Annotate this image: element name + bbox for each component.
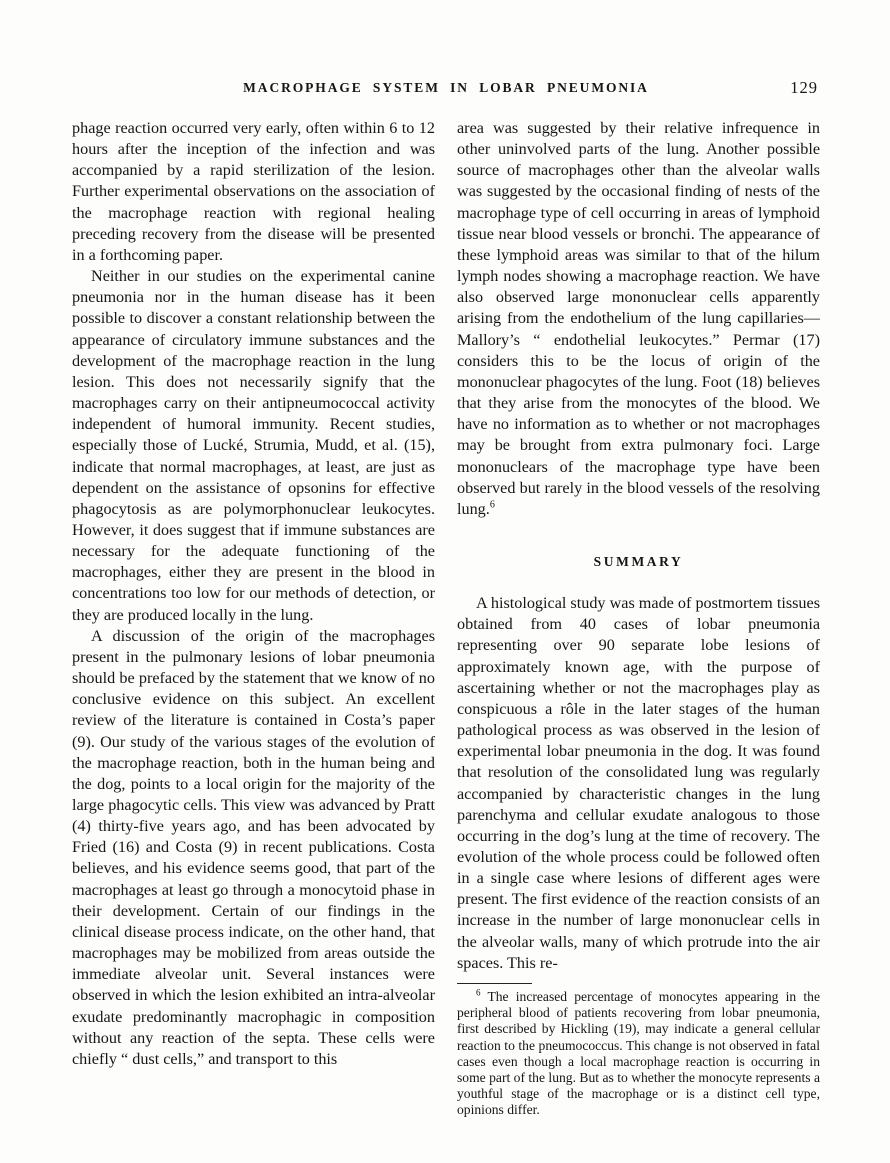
- left-paragraph-immune-substances: Neither in our studies on the experimental canine pneumonia nor in the human disease has it been possible to discover a constant relationship between the appearance of circulatory immune substances and the development of the macrophage reaction in the lung lesion. This does not necessarily signify that the macrophages carry on their antipneumococcal activity independent of humoral immunity. Recent studies, especially those of Lucké, Strumia, Mudd, et al. (15), indicate that normal macrophages, at least, are just as dependent on the assistance of opsonins for effective phagocytosis as are polymorphonuclear leukocytes. However, it does suggest that if immune substances are necessary for the adequate functioning of the macrophages, either they are present in the blood in concentrations too low for our methods of detection, or they are produced locally in the lung.: [72, 267, 435, 624]
- footnote-reference-6: 6: [489, 499, 495, 511]
- summary-paragraph: A histological study was made of postmortem tissues obtained from 40 cases of lobar pneumonia representing over 90 separate lobe lesions of approximately known age, with the purpose of ascertaining whether or not the macrophages play as conspicuous a rôle in the later stages of the human pathological process as was observed in the lesion of experimental lobar pneumonia in the dog. It was found that resolution of the consolidated lung was regularly accompanied by characteristic changes in the lung parenchyma and cellular exudate analogous to those occurring in the dog’s lung at the time of recovery. The evolution of the whole process could be followed often in a single case where lesions of different ages were present. The first evidence of the reaction consists of an increase in the number of large mononuclear cells in the alveolar walls, many of which protrude into the air spaces. This re-: [457, 594, 820, 972]
- left-paragraph-continuation: phage reaction occurred very early, often within 6 to 12 hours after the inception of the infection and was accompanied by a rapid sterilization of the lesion. Further experimental observations on the association of the macrophage reaction with regional healing preceding recovery from the disease will be presented in a forthcoming paper.: [72, 119, 435, 264]
- footnote-6: [457, 989, 820, 1119]
- running-title: MACROPHAGE SYSTEM IN LOBAR PNEUMONIA: [243, 79, 649, 96]
- two-column-text: [72, 118, 820, 1119]
- footnote-separator-rule: [457, 983, 532, 984]
- left-column: [72, 118, 435, 1070]
- footnote-marker-6: 6: [476, 987, 481, 998]
- page-number: 129: [790, 78, 818, 97]
- right-paragraph-sources: [457, 118, 820, 520]
- summary-heading: SUMMARY: [593, 553, 684, 570]
- running-head: [72, 80, 820, 100]
- right-column: [457, 118, 820, 1119]
- right-paragraph-sources-text: area was suggested by their relative infrequence in other uninvolved parts of the lung. Another possible source of macrophages other than the alveolar walls was suggested by the occasional finding of nests of the macrophage type of cell occurring in areas of lymphoid tissue near blood vessels or bronchi. The appearance of these lymphoid areas was similar to that of the hilum lymph nodes showing a macrophage reaction. We have also observed large mononuclear cells apparently arising from the endothelium of the lung capillaries—Mallory’s “ endothelial leukocytes.” Permar (17) considers this to be the locus of origin of the mononuclear phagocytes of the lung. Foot (18) believes that they arise from the monocytes of the blood. We have no information as to whether or not macrophages may be brought from extra pulmonary foci. Large mononuclears of the macrophage type have been observed but rarely in the blood vessels of the resolving lung.: [457, 119, 820, 518]
- footnote-text: The increased percentage of monocytes appearing in the peripheral blood of patients recovering from lobar pneumonia, first described by Hickling (19), may indicate a general cellular reaction to the pneumococcus. This change is not observed in fatal cases even though a local macrophage reaction is occurring in some part of the lung. But as to whether the monocyte represents a youthful stage of the macrophage or is a distinct cell type, opinions differ.: [457, 988, 820, 1118]
- left-paragraph-origin-discussion: A discussion of the origin of the macrophages present in the pulmonary lesions of lobar pneumonia should be prefaced by the statement that we know of no conclusive evidence on this subject. An excellent review of the literature is contained in Costa’s paper (9). Our study of the various stages of the evolution of the macrophage reaction, both in the human being and the dog, points to a local origin for the majority of the large phagocytic cells. This view was advanced by Pratt (4) thirty-five years ago, and has been advocated by Fried (16) and Costa (9) in recent publications. Costa believes, and his evidence seems good, that part of the macrophages at least go through a monocytoid phase in their development. Certain of our findings in the clinical disease process indicate, on the other hand, that macrophages may be mobilized from areas outside the immediate alveolar unit. Several instances were observed in which the lesion exhibited an intra-alveolar exudate predominantly macrophagic in composition without any reaction of the septa. These cells were chiefly “ dust cells,” and transport to this: [72, 626, 435, 1068]
